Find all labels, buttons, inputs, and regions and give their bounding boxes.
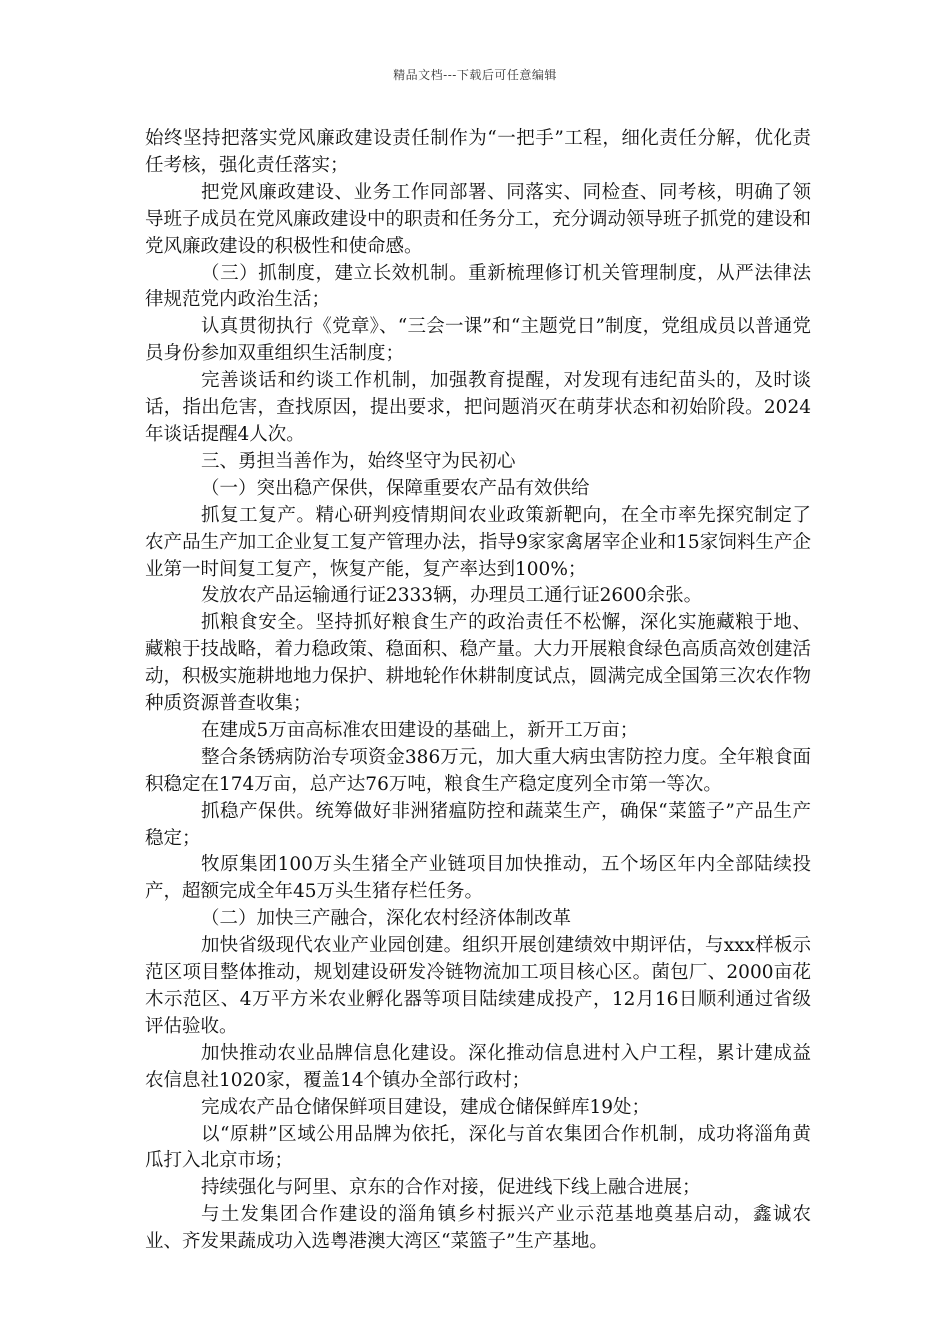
paragraph: 抓粮食安全。坚持抓好粮食生产的政治责任不松懈，深化实施藏粮于地、藏粮于技战略，着力稳政策、稳面积、稳产量。大力开展粮食绿色高质高效创建活动，积极实施耕地地力保护、耕地轮作休耕制度试点，圆满完成全国第三次农作物种质资源普查收集； — [145, 612, 812, 715]
paragraph: （三）抓制度，建立长效机制。重新梳理修订机关管理制度，从严法律法律规范党内政治生活； — [145, 262, 811, 311]
paragraph: 抓稳产保供。统筹做好非洲猪瘟防控和蔬菜生产，确保“菜篮子”产品生产稳定； — [145, 800, 811, 849]
paragraph: 发放农产品运输通行证2333辆，办理员工通行证2600余张。 — [201, 585, 703, 607]
document-body — [145, 126, 811, 1256]
paragraph: 把党风廉政建设、业务工作同部署、同落实、同检查、同考核，明确了领导班子成员在党风廉政建设中的职责和任务分工，充分调动领导班子抓党的建设和党风廉政建设的积极性和使命感。 — [145, 181, 812, 257]
paragraph: 整合条锈病防治专项资金386万元，加大重大病虫害防控力度。全年粮食面积稳定在174万亩，总产达76万吨，粮食生产稳定度列全市第一等次。 — [145, 746, 811, 795]
paragraph: 完善谈话和约谈工作机制，加强教育提醒，对发现有违纪苗头的，及时谈话，指出危害，查找原因，提出要求，把问题消灭在萌芽状态和初始阶段。2024年谈话提醒4人次。 — [145, 370, 811, 445]
page-header: 精品文档---下载后可任意编辑 — [393, 68, 557, 82]
paragraph: 三、勇担当善作为，始终坚守为民初心 — [201, 450, 516, 472]
paragraph: 牧原集团100万头生猪全产业链项目加快推动，五个场区年内全部陆续投产，超额完成全年45万头生猪存栏任务。 — [145, 854, 811, 903]
paragraph: （二）加快三产融合，深化农村经济体制改革 — [201, 908, 572, 930]
paragraph: 抓复工复产。精心研判疫情期间农业政策新靶向，在全市率先探究制定了农产品生产加工企业复工复产管理办法，指导9家家禽屠宰企业和15家饲料生产企业第一时间复工复产，恢复产能，复产率达到100%； — [145, 504, 811, 580]
paragraph: 始终坚持把落实党风廉政建设责任制作为“一把手”工程，细化责任分解，优化责任考核，强化责任落实； — [145, 128, 811, 176]
paragraph: 完成农产品仓储保鲜项目建设，建成仓储保鲜库19处； — [201, 1096, 651, 1118]
paragraph: 加快推动农业品牌信息化建设。深化推动信息进村入户工程，累计建成益农信息社1020家，覆盖14个镇办全部行政村； — [145, 1042, 811, 1091]
paragraph: （一）突出稳产保供，保障重要农产品有效供给 — [201, 477, 590, 499]
paragraph: 以“原耕”区域公用品牌为依托，深化与首农集团合作机制，成功将淄角黄瓜打入北京市场； — [145, 1123, 811, 1172]
paragraph: 在建成5万亩高标准农田建设的基础上，新开工万亩； — [201, 719, 639, 741]
paragraph: 认真贯彻执行《党章》、“三会一课”和“主题党日”制度，党组成员以普通党员身份参加双重组织生活制度； — [145, 316, 811, 365]
paragraph: 与土发集团合作建设的淄角镇乡村振兴产业示范基地奠基启动，鑫诚农业、齐发果蔬成功入选粤港澳大湾区“菜篮子”生产基地。 — [145, 1204, 811, 1253]
paragraph: 加快省级现代农业产业园创建。组织开展创建绩效中期评估，与xxx样板示范区项目整体推动，规划建设研发冷链物流加工项目核心区。菌包厂、2000亩花木示范区、4万平方米农业孵化器等项目陆续建成投产，12月16日顺利通过省级评估验收。 — [145, 935, 811, 1037]
paragraph: 持续强化与阿里、京东的合作对接，促进线下线上融合进展； — [201, 1177, 701, 1199]
